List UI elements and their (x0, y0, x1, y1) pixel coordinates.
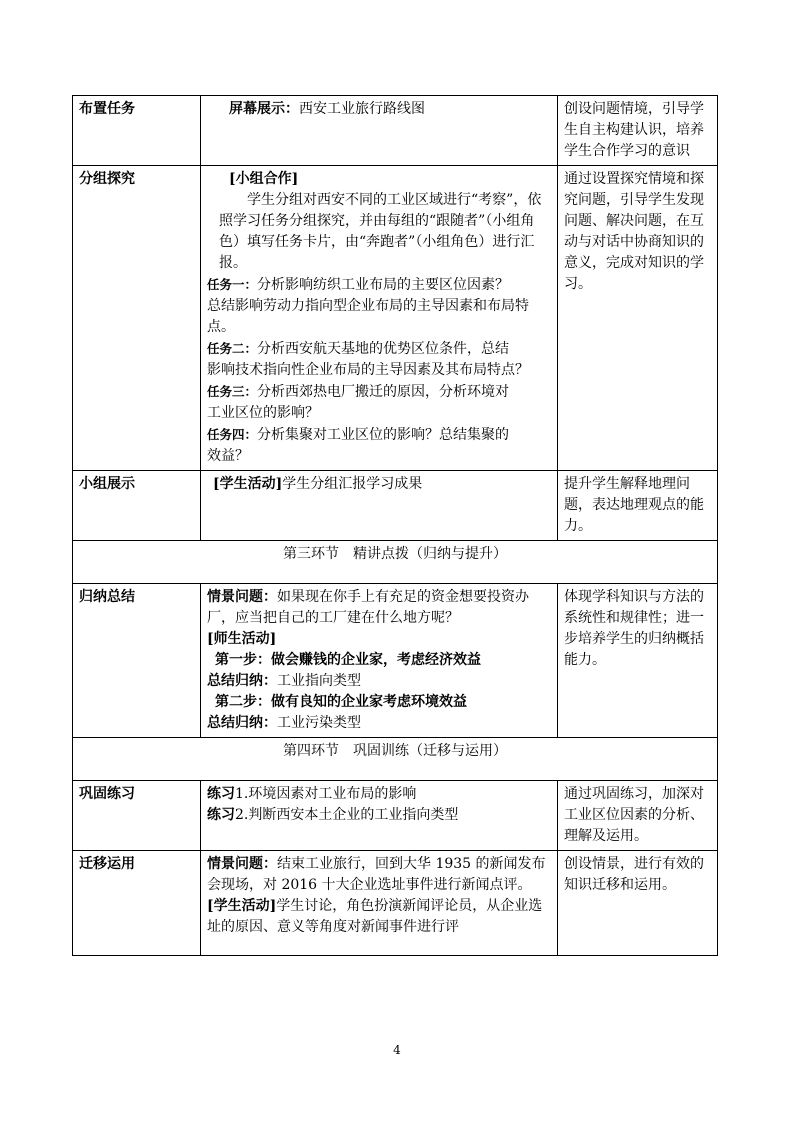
task-two (207, 338, 551, 360)
intent-show: 提升学生解释地理问题，表达地理观点的能力。 (558, 471, 718, 541)
row-label-transfer: 迁移运用 (73, 851, 201, 956)
show-content (201, 471, 558, 541)
task-two-summary: 影响技术指向性企业布局的主导因素及其布局特点？ (207, 362, 529, 378)
intent-transfer: 创设情景，进行有效的知识迁移和运用。 (558, 851, 718, 956)
task-content (201, 96, 558, 166)
table-row (73, 166, 718, 471)
show-text: 学生分组汇报学习成果 (282, 476, 423, 492)
practice-two-text: 2.判断西安本土企业的工业指向类型 (235, 807, 459, 823)
group-intro: 学生分组对西安不同的工业区域进行“考察”，依照学习任务分组探究，并由每组的“跟随者”（小组角色）填写任务卡片，由“奔跑者”（小组角色）进行汇报。 (219, 192, 542, 271)
summary-one-heading: 总结归纳： (207, 673, 277, 689)
summary-question-text: 如果现在你手上有充足的资金想要投资办厂，应当把自己的工厂建在什么地方呢？ (207, 589, 529, 626)
section-four-heading: 第四环节 巩固训练（迁移与运用） (73, 738, 718, 781)
transfer-bracket: [学生活动] (207, 898, 277, 914)
transfer-question-text: 结束工业旅行，回到大华 1935 的新闻发布会现场，对 2016 十大企业选址事件进行新闻点评。 (207, 856, 546, 893)
task-four-tag: 任务四： (207, 427, 258, 442)
table-row (73, 851, 718, 956)
group-bracket: [小组合作] (229, 171, 299, 187)
task-one (207, 274, 551, 296)
table-row (73, 584, 718, 738)
table-row (73, 541, 718, 584)
intent-task: 创设问题情境，引导学生自主构建认识，培养学生合作学习的意识 (558, 96, 718, 166)
task-three-summary: 工业区位的影响？ (207, 405, 319, 421)
intent-summary: 体现学科知识与方法的系统性和规律性；进一步培养学生的归纳概括能力。 (558, 584, 718, 738)
summary-bracket: [师生活动] (207, 631, 277, 647)
practice-content (201, 781, 558, 851)
table-row (73, 738, 718, 781)
section-three-heading: 第三环节 精讲点拨（归纳与提升） (73, 541, 718, 584)
group-content (201, 166, 558, 471)
summary-two-text: 工业污染类型 (277, 715, 361, 731)
summary-one-text: 工业指向类型 (277, 673, 361, 689)
row-label-practice: 巩固练习 (73, 781, 201, 851)
summary-content (201, 584, 558, 738)
task-four (207, 424, 551, 446)
practice-one-heading: 练习 (207, 786, 235, 802)
row-label-show: 小组展示 (73, 471, 201, 541)
table-row (73, 96, 718, 166)
screen-heading: 屏幕展示： (229, 101, 299, 117)
practice-one-text: 1.环境因素对工业布局的影响 (235, 786, 417, 802)
intent-group: 通过设置探究情境和探究问题，引导学生发现问题、解决问题，在互动与对话中协商知识的意义，完成对知识的学习。 (558, 166, 718, 471)
summary-question-heading: 情景问题： (207, 589, 277, 605)
task-three-text: 分析西郊热电厂搬迁的原因，分析环境对 (257, 384, 510, 400)
practice-two-heading: 练习 (207, 807, 235, 823)
transfer-text-block (207, 854, 551, 952)
task-one-tag: 任务一： (207, 277, 258, 292)
task-four-summary: 效益？ (207, 448, 249, 464)
lesson-plan-table (72, 95, 718, 956)
task-two-tag: 任务二： (207, 341, 258, 356)
task-two-text: 分析西安航天基地的优势区位条件，总结 (257, 341, 510, 357)
step-two: 第二步：做有良知的企业家考虑环境效益 (215, 694, 467, 710)
task-three-tag: 任务三： (207, 384, 258, 399)
task-three (207, 381, 551, 403)
screen-text: 西安工业旅行路线图 (299, 101, 425, 117)
intent-practice: 通过巩固练习，加深对工业区位因素的分析、理解及运用。 (558, 781, 718, 851)
row-label-summary: 归纳总结 (73, 584, 201, 738)
transfer-content (201, 851, 558, 956)
transfer-question-heading: 情景问题： (207, 856, 277, 872)
table-row (73, 471, 718, 541)
show-bracket: [学生活动] (213, 476, 283, 492)
task-four-text: 分析集聚对工业区位的影响？总结集聚的 (257, 427, 510, 443)
table-row (73, 781, 718, 851)
row-label-task: 布置任务 (73, 96, 201, 166)
page-number: 4 (393, 1043, 401, 1057)
transfer-activity-text: 学生讨论，角色扮演新闻评论员，从企业选址的原因、意义等角度对新闻事件进行评 (207, 898, 543, 935)
task-one-text: 分析影响纺织工业布局的主要区位因素？ (257, 277, 510, 293)
summary-two-heading: 总结归纳： (207, 715, 277, 731)
task-one-summary: 总结影响劳动力指向型企业布局的主导因素和布局特点。 (207, 298, 529, 335)
row-label-group: 分组探究 (73, 166, 201, 471)
step-one: 第一步：做会赚钱的企业家，考虑经济效益 (215, 652, 481, 668)
